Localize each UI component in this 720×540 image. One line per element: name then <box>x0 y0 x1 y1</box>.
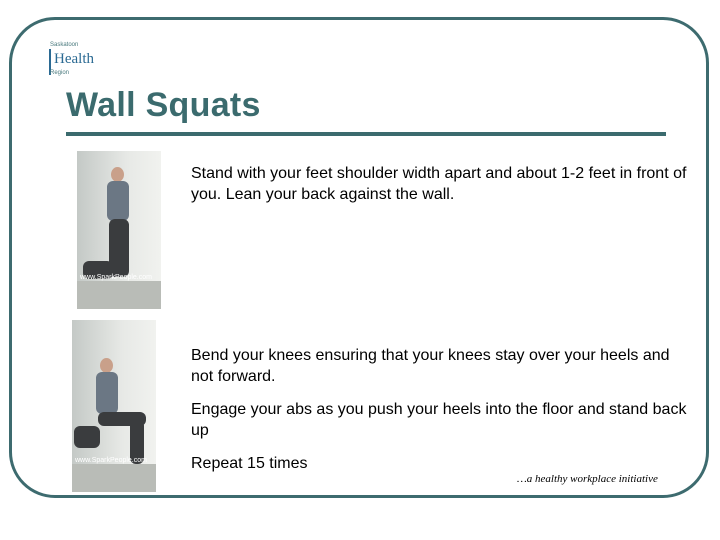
photo-watermark: www.SparkPeople.com <box>75 457 147 464</box>
logo-line-1: Saskatoon <box>50 42 79 48</box>
footer-tagline: …a healthy workplace initiative <box>517 473 658 485</box>
logo-line-3: Region <box>50 70 70 76</box>
photo-watermark: www.SparkPeople.com <box>80 274 152 281</box>
instruction-engage-abs: Engage your abs as you push your heels into the floor and stand back up <box>191 401 687 439</box>
photo-floor <box>77 281 161 309</box>
logo-line-2: Health <box>54 51 94 67</box>
saskatoon-health-region-logo <box>44 41 100 83</box>
title-underline <box>66 132 666 136</box>
chair <box>74 426 100 448</box>
person-head <box>100 358 113 373</box>
person-shirt <box>96 372 118 414</box>
instruction-bend-knees: Bend your knees ensuring that your knees stay over your heels and not forward. <box>191 347 670 385</box>
photo-squat-position <box>72 320 156 492</box>
photo-floor <box>72 464 156 492</box>
instruction-stand: Stand with your feet shoulder width apart and about 1-2 feet in front of you. Lean your back against the wall. <box>191 165 687 203</box>
person-head <box>111 167 124 182</box>
photo-standing-against-wall <box>77 151 161 309</box>
instruction-repeat: Repeat 15 times <box>191 455 308 472</box>
slide-title: Wall Squats <box>66 86 261 124</box>
person-shirt <box>107 181 129 221</box>
